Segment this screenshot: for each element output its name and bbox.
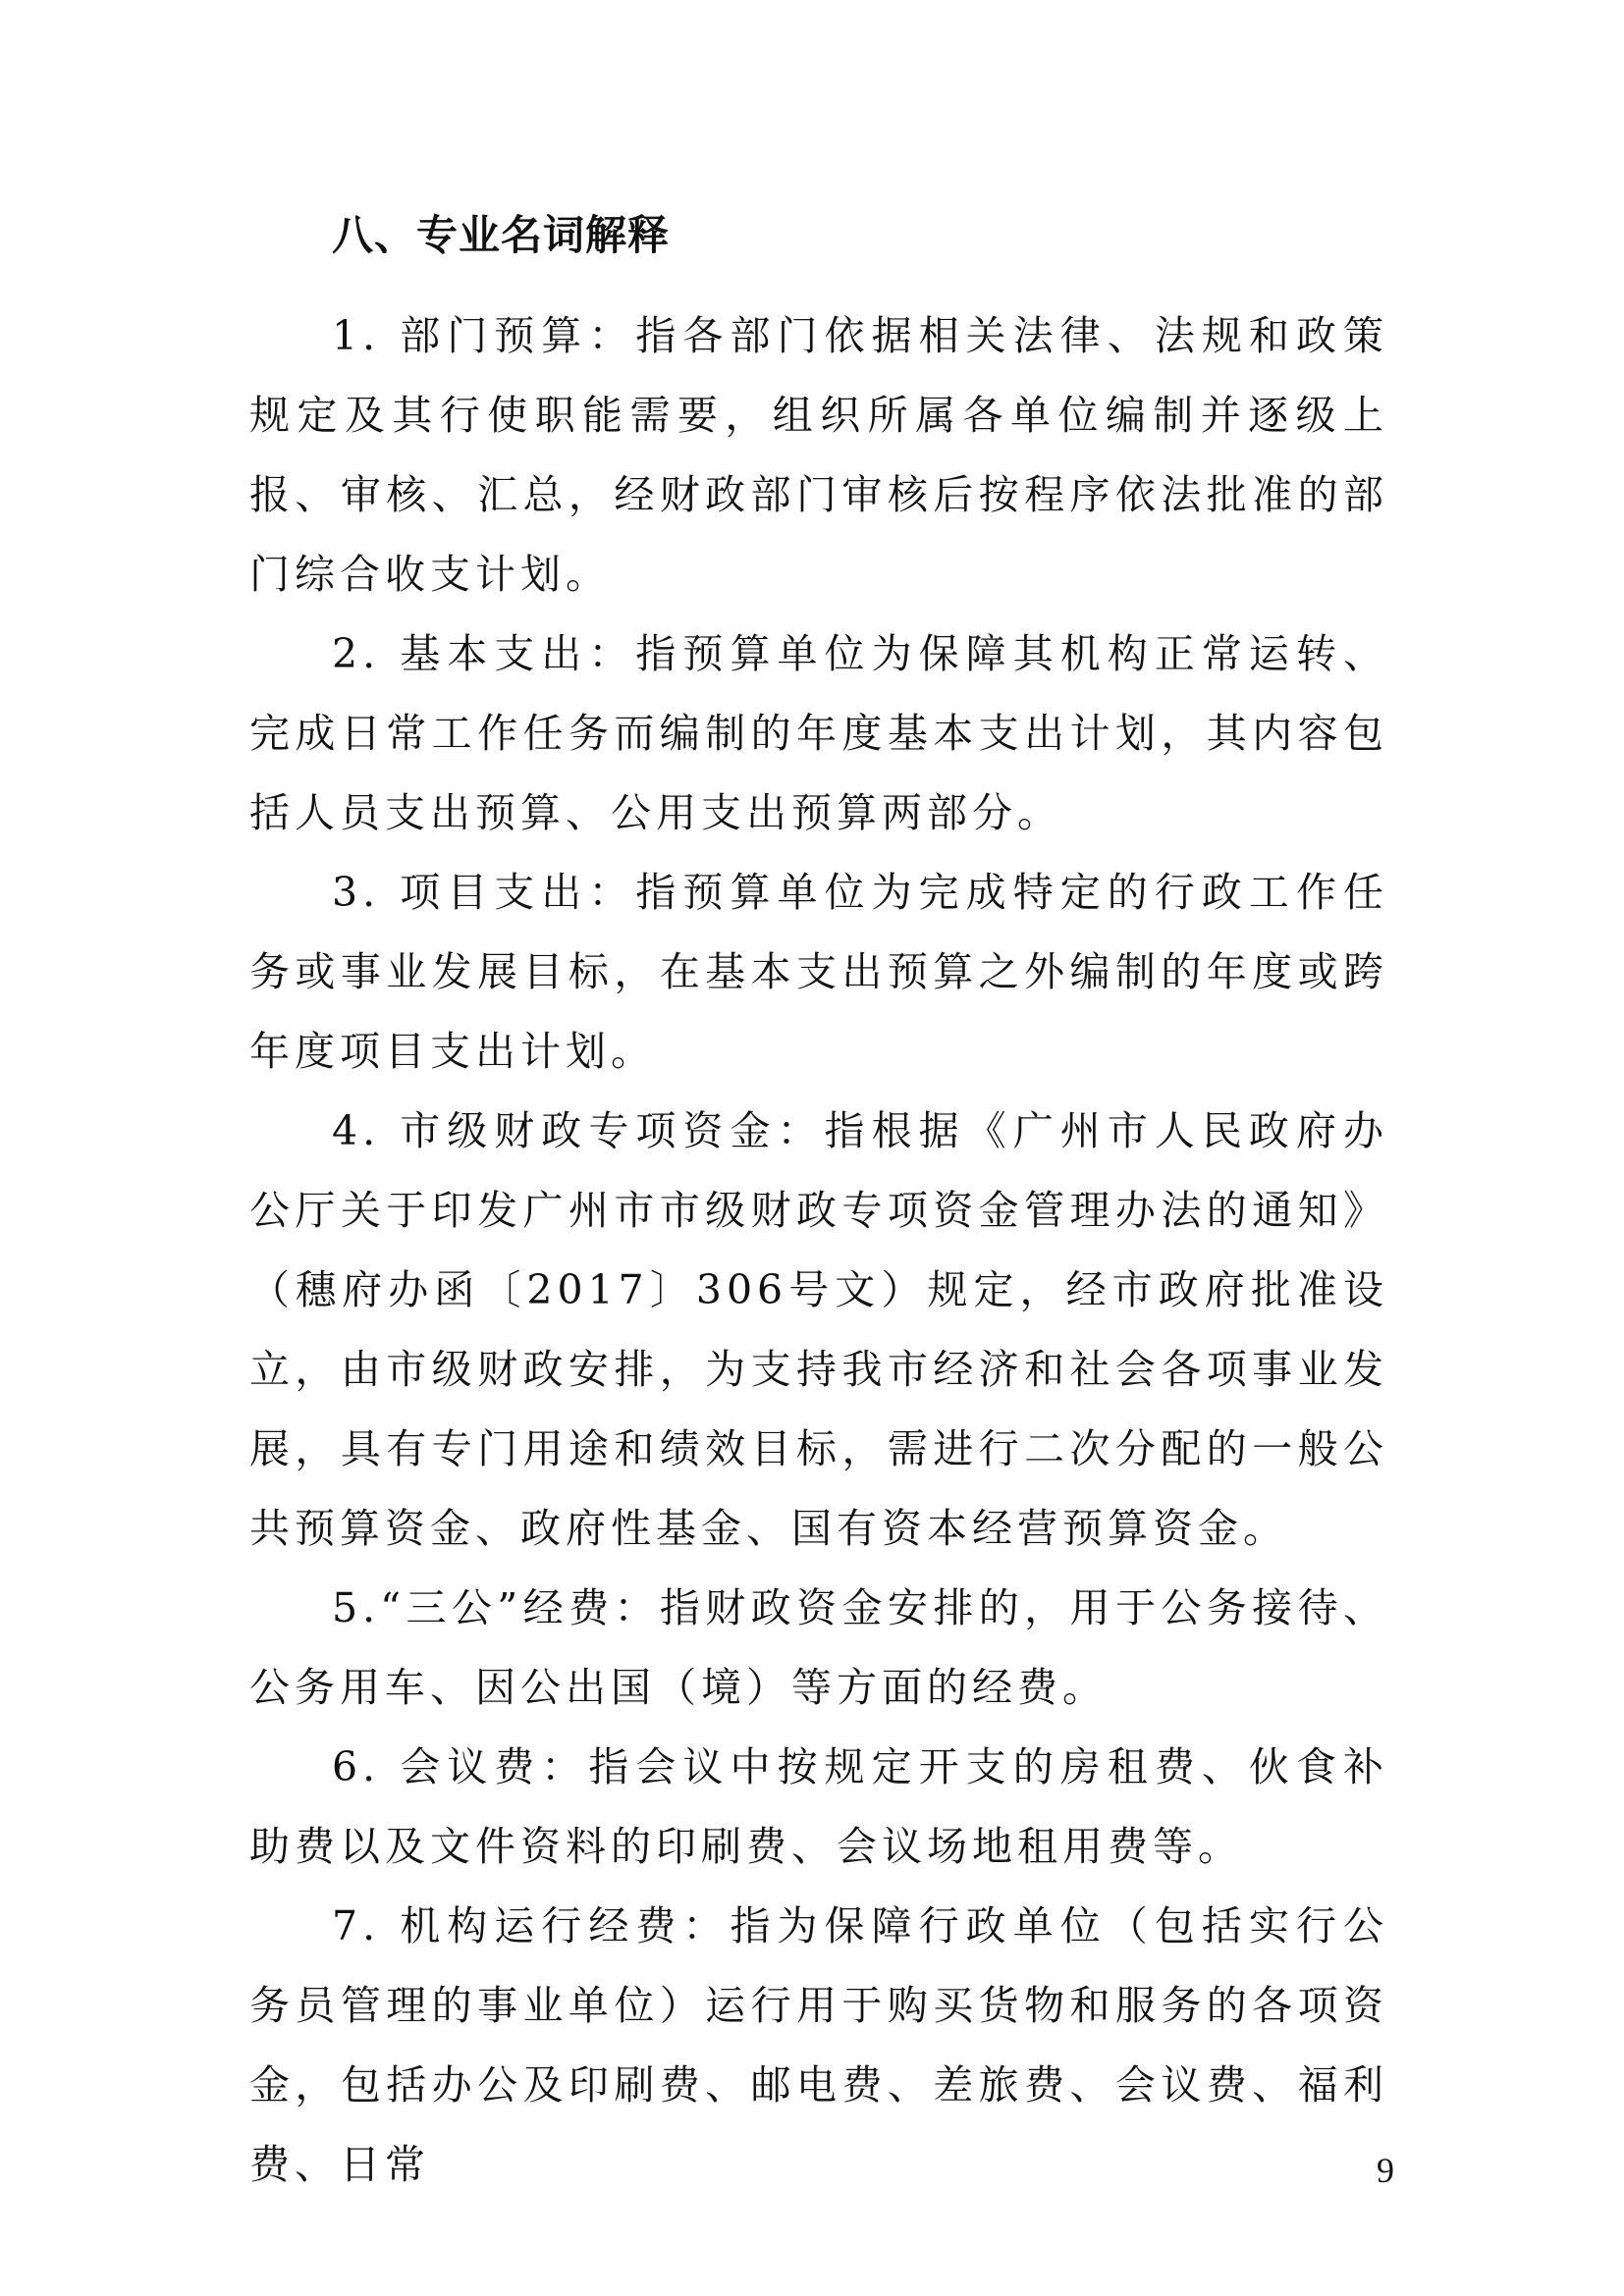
paragraph-special-funds: 4. 市级财政专项资金：指根据《广州市人民政府办公厅关于印发广州市市级财政专项资金管理办法的通知》（穗府办函〔2017〕306号文）规定，经市政府批准设立，由市级财政安排，为支持我市经济和社会各项事业发展，具有专门用途和绩效目标，需进行二次分配的一般公共预算资金、政府性基金、国有资本经营预算资金。 <box>249 1107 1388 1552</box>
paragraph-department-budget: 1. 部门预算：指各部门依据相关法律、法规和政策规定及其行使职能需要，组织所属各单位编制并逐级上报、审核、汇总，经财政部门审核后按程序依法批准的部门综合收支计划。 <box>249 312 1388 598</box>
paragraph-three-public-expenses: 5.“三公”经费：指财政资金安排的，用于公务接待、公务用车、因公出国（境）等方面的经费。 <box>249 1584 1388 1711</box>
paragraph-project-expenditure: 3. 项目支出：指预算单位为完成特定的行政工作任务或事业发展目标，在基本支出预算之外编制的年度或跨年度项目支出计划。 <box>249 869 1388 1075</box>
paragraph-operating-funds: 7. 机构运行经费：指为保障行政单位（包括实行公务员管理的事业单位）运行用于购买货物和服务的各项资金，包括办公及印刷费、邮电费、差旅费、会议费、福利费、日常 <box>249 1902 1388 2188</box>
page-number: 9 <box>1377 2151 1394 2190</box>
section-heading: 八、专业名词解释 <box>332 211 671 259</box>
paragraph-meeting-fees: 6. 会议费：指会议中按规定开支的房租费、伙食补助费以及文件资料的印刷费、会议场地租用费等。 <box>249 1743 1388 1870</box>
paragraph-basic-expenditure: 2. 基本支出：指预算单位为保障其机构正常运转、完成日常工作任务而编制的年度基本支出计划，其内容包括人员支出预算、公用支出预算两部分。 <box>249 630 1388 836</box>
